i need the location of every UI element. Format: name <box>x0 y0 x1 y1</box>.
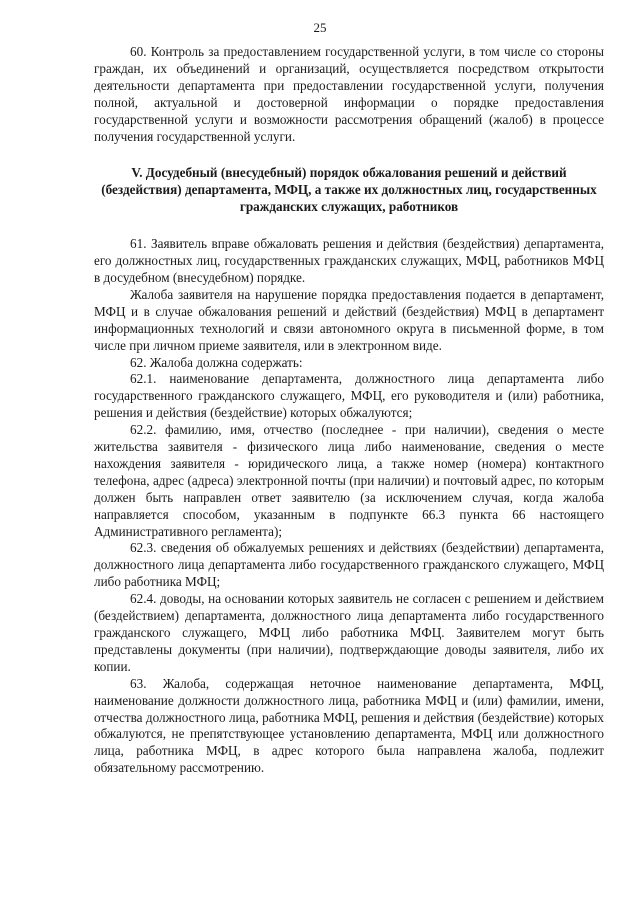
paragraph-62-1: 62.1. наименование департамента, должностного лица департамента либо государственного гражданского служащего, МФЦ, его руководителя и (или) работника, решения и действия (бездействие) которых обжалуются; <box>94 371 604 421</box>
paragraph-61: 61. Заявитель вправе обжаловать решения и действия (бездействия) департамента, его должностных лиц, государственных гражданских служащих, МФЦ, работников МФЦ в досудебном (внесудебном) порядке. <box>94 236 604 285</box>
paragraph-63: 63. Жалоба, содержащая неточное наименование департамента, МФЦ, наименование должности должностного лица, работника МФЦ и (или) фамилии, имени, отчества должностного лица, работника МФЦ, решения и действия (бездействие) которых обжалуются, не препятствующее установлению департамента, МФЦ или должностного лица, работника МФЦ, в адрес которого была направлена жалоба, подлежит обязательному рассмотрению. <box>94 675 604 776</box>
page-number: 25 <box>313 20 327 35</box>
paragraph-62-3: 62.3. сведения об обжалуемых решениях и действиях (бездействии) департамента, должностного лица департамента либо государственного гражданского служащего, МФЦ либо работника МФЦ; <box>94 540 604 590</box>
paragraph-62-2: 62.2. фамилию, имя, отчество (последнее - при наличии), сведения о месте жительства заявителя - физического лица либо наименование, сведения о месте нахождения заявителя - юридического лица, а также номер (номера) контактного телефона, адрес (адреса) электронной почты (при наличии) и почтовый адрес, по которым должен быть направлен ответ заявителю (за исключением случая, когда жалоба направляется способом, указанным в подпункте 66.3 пункта 66 настоящего Административного регламента); <box>94 422 604 539</box>
paragraph-complaint-filing: Жалоба заявителя на нарушение порядка предоставления подается в департамент, МФЦ и в случае обжалования решений и действий (бездействия) МФЦ в департамент информационных технологий и связи автономного округа в письменной форме, в том числе при личном приеме заявителя, или в электронном виде. <box>94 286 604 353</box>
paragraph-62: 62. Жалоба должна содержать: <box>130 354 303 370</box>
document-body <box>94 44 604 777</box>
paragraph-60: 60. Контроль за предоставлением государственной услуги, в том числе со стороны граждан, их объединений и организаций, осуществляется посредством открытости деятельности департамента при предоставлении государственной услуги, получения полной, актуальной и достоверной информации о порядке предоставления государственной услуги и возможности рассмотрения обращений (жалоб) в процессе получения государственной услуги. <box>94 44 604 144</box>
section-heading: V. Досудебный (внесудебный) порядок обжалования решений и действий (бездействия) департамента, МФЦ, а также их должностных лиц, государственных гражданских служащих, работников <box>101 165 597 215</box>
paragraph-62-4: 62.4. доводы, на основании которых заявитель не согласен с решением и действием (бездействием) департамента, должностного лица департамента либо государственного гражданского служащего, МФЦ либо работника МФЦ. Заявителем могут быть представлены документы (при наличии), подтверждающие доводы заявителя, либо их копии. <box>94 591 604 674</box>
